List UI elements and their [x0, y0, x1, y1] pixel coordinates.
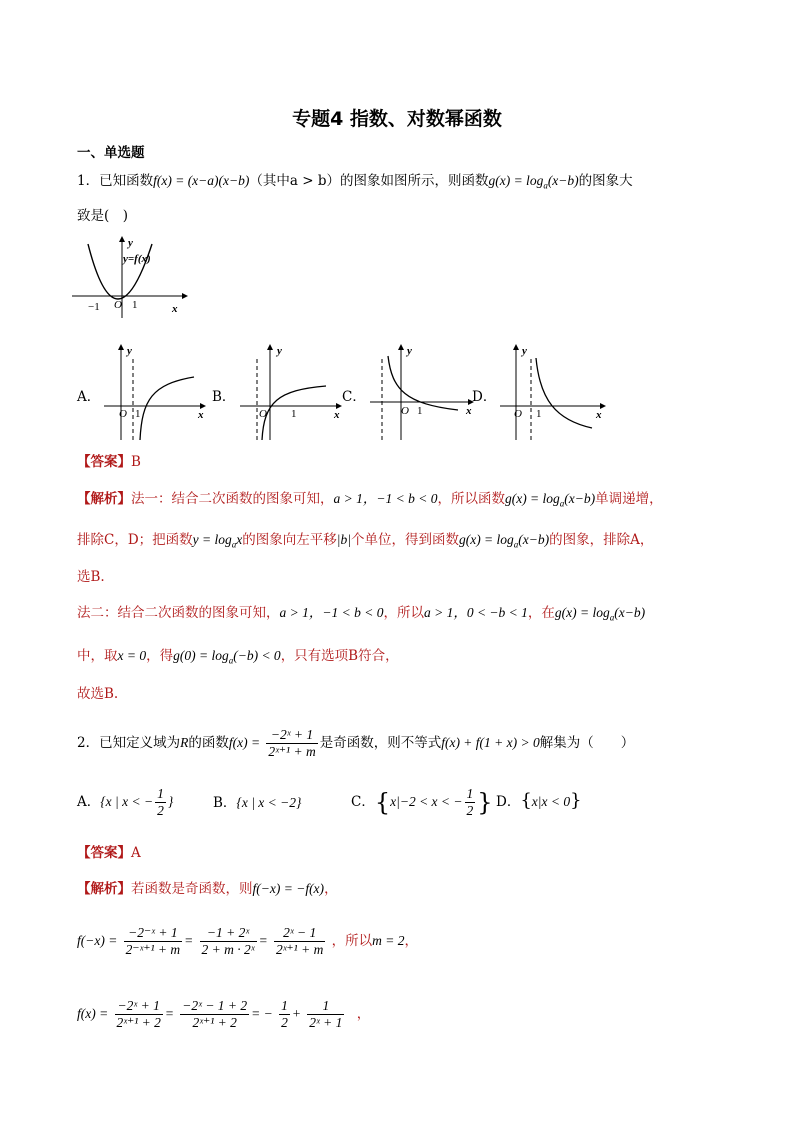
q1-option-d-graph: [496, 342, 612, 442]
q2-option-c: C．{x|−2 < x < − $\frac{1}{2}$ }: [351, 786, 493, 818]
q2-s3-n1: −2ˣ + 1: [115, 998, 163, 1015]
analysis-tag: 【解析】: [77, 881, 131, 897]
a1-math3: x: [236, 532, 243, 547]
q2-a-den: 2: [157, 803, 164, 818]
q1-log-arg: (x−b): [547, 173, 579, 188]
answer-value: B: [131, 454, 141, 470]
q2-s3-n3: 1: [281, 998, 288, 1013]
q2-a-text: {x | x < −: [100, 794, 154, 809]
a1-g-arg2: (x−b): [518, 532, 550, 547]
q1-option-c-label: C．: [342, 389, 366, 405]
log-curve: [140, 377, 194, 440]
q2-s2-end: ，: [404, 933, 418, 949]
q1-analysis-line6: 故选B.: [77, 686, 119, 702]
a2-g-sub: a: [609, 612, 615, 623]
q2-s3-eq1: =: [164, 1006, 174, 1021]
q2-s3-end: ，: [356, 1006, 371, 1022]
label-origin: O: [119, 408, 127, 420]
q1-suffix: 的图象大: [578, 173, 633, 189]
q2-analysis-line3: [77, 998, 370, 1031]
q1-analysis-line2: [77, 530, 653, 555]
q2-c-num: 1: [466, 786, 474, 801]
q2-s2-m: m = 2: [372, 933, 405, 948]
q2-s2-eq1: =: [184, 933, 194, 948]
page-title: 专题4 指数、对数幂函数: [292, 108, 502, 130]
q2-d-label: D．: [496, 794, 521, 810]
label-one: 1: [536, 408, 542, 420]
q2-analysis-line2: [77, 925, 418, 958]
q2-text2: 是奇函数，则不等式: [319, 735, 442, 751]
a1-g-arg: (x−b): [564, 491, 596, 506]
label-x: x: [466, 405, 472, 417]
answer-tag: 【答案】: [77, 845, 131, 861]
q2-s3-d2: 2ˣ⁺¹ + 2: [192, 1015, 237, 1030]
label-one: 1: [417, 405, 423, 417]
q2-prefix: 2．已知定义域为: [77, 735, 181, 751]
label-one: 1: [291, 408, 297, 420]
a1-text4: 排除C，D；把函数: [77, 532, 193, 548]
a1-g-sub2: a: [513, 539, 519, 550]
q2-domain: R: [180, 735, 189, 750]
q1-analysis-line5: [77, 646, 399, 671]
q2-inequality: f(x) + f(1 + x) > 0: [441, 735, 540, 750]
a1-math1: a > 1，−1 < b < 0: [333, 491, 438, 506]
label-origin: O: [259, 408, 267, 420]
q2-s2-d2: 2 + m · 2ˣ: [201, 942, 255, 957]
q2-s3-lhs: f(x) =: [77, 1006, 109, 1021]
q2-s3-n2: −2ˣ − 1 + 2: [182, 998, 248, 1013]
label-y: y: [127, 345, 132, 357]
label-x: x: [172, 303, 178, 315]
answer-tag: 【答案】: [77, 454, 131, 470]
a2-text6: ，只有选项B符合，: [280, 648, 399, 664]
y-arrow: [267, 344, 273, 350]
a2-math5: (−b) < 0: [233, 648, 281, 663]
q2-s3-plus: +: [291, 1006, 301, 1021]
a1-g-def2: g(x) = log: [458, 532, 514, 547]
a1-text1: 法一：结合二次函数的图象可知，: [131, 491, 334, 507]
q2-option-b: [213, 793, 301, 813]
a2-g-arg: (x−b): [614, 605, 646, 620]
q2-c-den: 2: [466, 803, 474, 818]
label-y: y: [277, 345, 282, 357]
a2-text3: ，在: [527, 605, 555, 621]
q1-g-definition: g(x) = log: [488, 173, 544, 188]
label-one: 1: [135, 408, 141, 420]
q2-s1-end: ，: [324, 881, 338, 897]
q2-s2-n3: 2ˣ − 1: [274, 925, 325, 942]
q2-s2-frac1: [124, 925, 182, 958]
section-heading: 一、单选题: [77, 145, 145, 161]
q2-answer: [77, 843, 141, 863]
q1-analysis-line4: [77, 603, 645, 628]
q1-option-a-label: A．: [77, 389, 101, 405]
q1-option-d-label: D．: [472, 389, 497, 405]
answer-value: A: [131, 845, 141, 861]
a1-text2: ，所以函数: [437, 491, 505, 507]
q1-answer: [77, 452, 141, 472]
label-one: 1: [132, 299, 138, 311]
a1-log-sub: a: [231, 539, 237, 550]
label-neg1: −1: [88, 301, 100, 313]
label-origin: O: [114, 299, 122, 311]
label-y: y: [407, 345, 412, 357]
q2-denominator: 2ˣ⁺¹ + m: [268, 744, 316, 759]
q1-option-c-graph: [366, 342, 478, 442]
q2-text3: 解集为（ ）: [539, 735, 635, 751]
a2-math2: a > 1，0 < −b < 1: [423, 605, 528, 620]
label-origin: O: [514, 408, 522, 420]
q2-s3-d3: 2: [281, 1015, 288, 1030]
q2-a-label: A．: [77, 794, 101, 810]
q1-condition: （其中a > b）: [249, 173, 340, 189]
label-x: x: [596, 409, 602, 421]
q2-fraction: [266, 727, 317, 760]
q2-c-fraction: [465, 786, 476, 819]
q2-a-close: }: [167, 794, 174, 809]
q1-option-a-graph: [100, 342, 210, 442]
q1-log-base: a: [543, 180, 548, 191]
a1-abs-b: |b|: [336, 532, 351, 547]
q1-middle: 的图象如图所示，则函数: [339, 173, 489, 189]
q1-analysis-line3: 选B.: [77, 569, 105, 585]
q2-numerator: −2ˣ + 1: [266, 727, 317, 744]
a2-text5: ，得: [146, 648, 174, 664]
label-origin: O: [401, 405, 409, 417]
a1-text7: 的图象，排除A，: [549, 532, 654, 548]
q2-s2-d3: 2ˣ⁺¹ + m: [276, 942, 324, 957]
a1-math2: y = log: [192, 532, 232, 547]
a1-text3: 单调递增，: [595, 491, 663, 507]
q2-analysis-line1: [77, 879, 338, 899]
y-arrow: [513, 344, 519, 350]
q1-analysis-line1: [77, 489, 663, 514]
q2-b-value: {x | x < −2}: [236, 795, 302, 810]
q2-option-a: [77, 786, 173, 819]
q2-s2-text: ，所以: [331, 933, 373, 949]
q2-s2-lhs: f(−x) =: [77, 933, 118, 948]
q2-a-num: 1: [157, 786, 164, 801]
q2-s2-n1: −2⁻ˣ + 1: [124, 925, 182, 942]
q1-line2: 致是( ): [77, 208, 129, 224]
q2-middle: 的函数: [188, 735, 229, 751]
q2-s3-frac2: [180, 998, 249, 1031]
a1-g-def: g(x) = log: [504, 491, 560, 506]
a1-text6: 个单位，得到函数: [350, 532, 459, 548]
analysis-tag: 【解析】: [77, 491, 131, 507]
q2-stem: [77, 727, 634, 760]
a2-math4: g(0) = log: [173, 648, 229, 663]
q1-f-definition: f(x) = (x−a)(x−b): [153, 173, 250, 188]
x-arrow: [182, 293, 188, 299]
q2-s3-frac3: [279, 998, 290, 1031]
y-arrow: [398, 344, 404, 350]
q2-c-label: C．: [351, 794, 375, 810]
q2-s2-eq2: =: [258, 933, 268, 948]
label-x: x: [198, 409, 204, 421]
log-curve: [536, 358, 592, 428]
y-arrow: [118, 344, 124, 350]
q2-s3-n4: 1: [307, 998, 344, 1015]
label-y: y: [128, 237, 133, 249]
q2-fx: f(x) =: [228, 735, 261, 750]
a2-text4: 中，取: [77, 648, 118, 664]
a2-math1: a > 1，−1 < b < 0: [279, 605, 384, 620]
q2-d-value: x|x < 0: [531, 794, 571, 809]
a2-g-def: g(x) = log: [554, 605, 610, 620]
q2-c-text: x|−2 < x < −: [390, 794, 463, 809]
q2-s3-eq2: = −: [251, 1006, 273, 1021]
q1-parabola-graph: [72, 234, 190, 318]
label-y: y: [522, 345, 527, 357]
q2-s2-frac3: [274, 925, 325, 958]
q2-b-label: B．: [213, 795, 237, 811]
a2-math3: x = 0: [117, 648, 147, 663]
q2-s2-frac2: [200, 925, 257, 958]
q1-prefix: 1．已知函数: [77, 173, 154, 189]
q2-s2-n2: −1 + 2ˣ: [200, 925, 257, 942]
q1-line1: [77, 171, 633, 196]
q2-s3-d1: 2ˣ⁺¹ + 2: [116, 1015, 161, 1030]
q1-option-b-label: B．: [212, 389, 236, 405]
q2-s3-d4: 2ˣ + 1: [309, 1015, 343, 1030]
q2-option-d: D．{x|x < 0}: [496, 790, 582, 811]
y-arrow: [119, 236, 125, 242]
q2-s1-math: f(−x) = −f(x): [252, 881, 325, 896]
a1-g-sub: a: [559, 498, 565, 509]
q2-s3-frac1: [115, 998, 163, 1031]
label-x: x: [334, 409, 340, 421]
q1-option-b-graph: [236, 342, 346, 442]
q2-a-fraction: [155, 786, 166, 819]
a1-text5: 的图象向左平移: [242, 532, 337, 548]
label-fx: y=f(x): [123, 253, 151, 265]
q2-s3-frac4: [307, 998, 344, 1031]
a2-text1: 法二：结合二次函数的图象可知，: [77, 605, 280, 621]
q2-s2-d1: 2⁻ˣ⁺¹ + m: [125, 942, 181, 957]
a2-log-sub: a: [228, 655, 234, 666]
a2-text2: ，所以: [383, 605, 424, 621]
q2-s1-text: 若函数是奇函数，则: [131, 881, 253, 897]
